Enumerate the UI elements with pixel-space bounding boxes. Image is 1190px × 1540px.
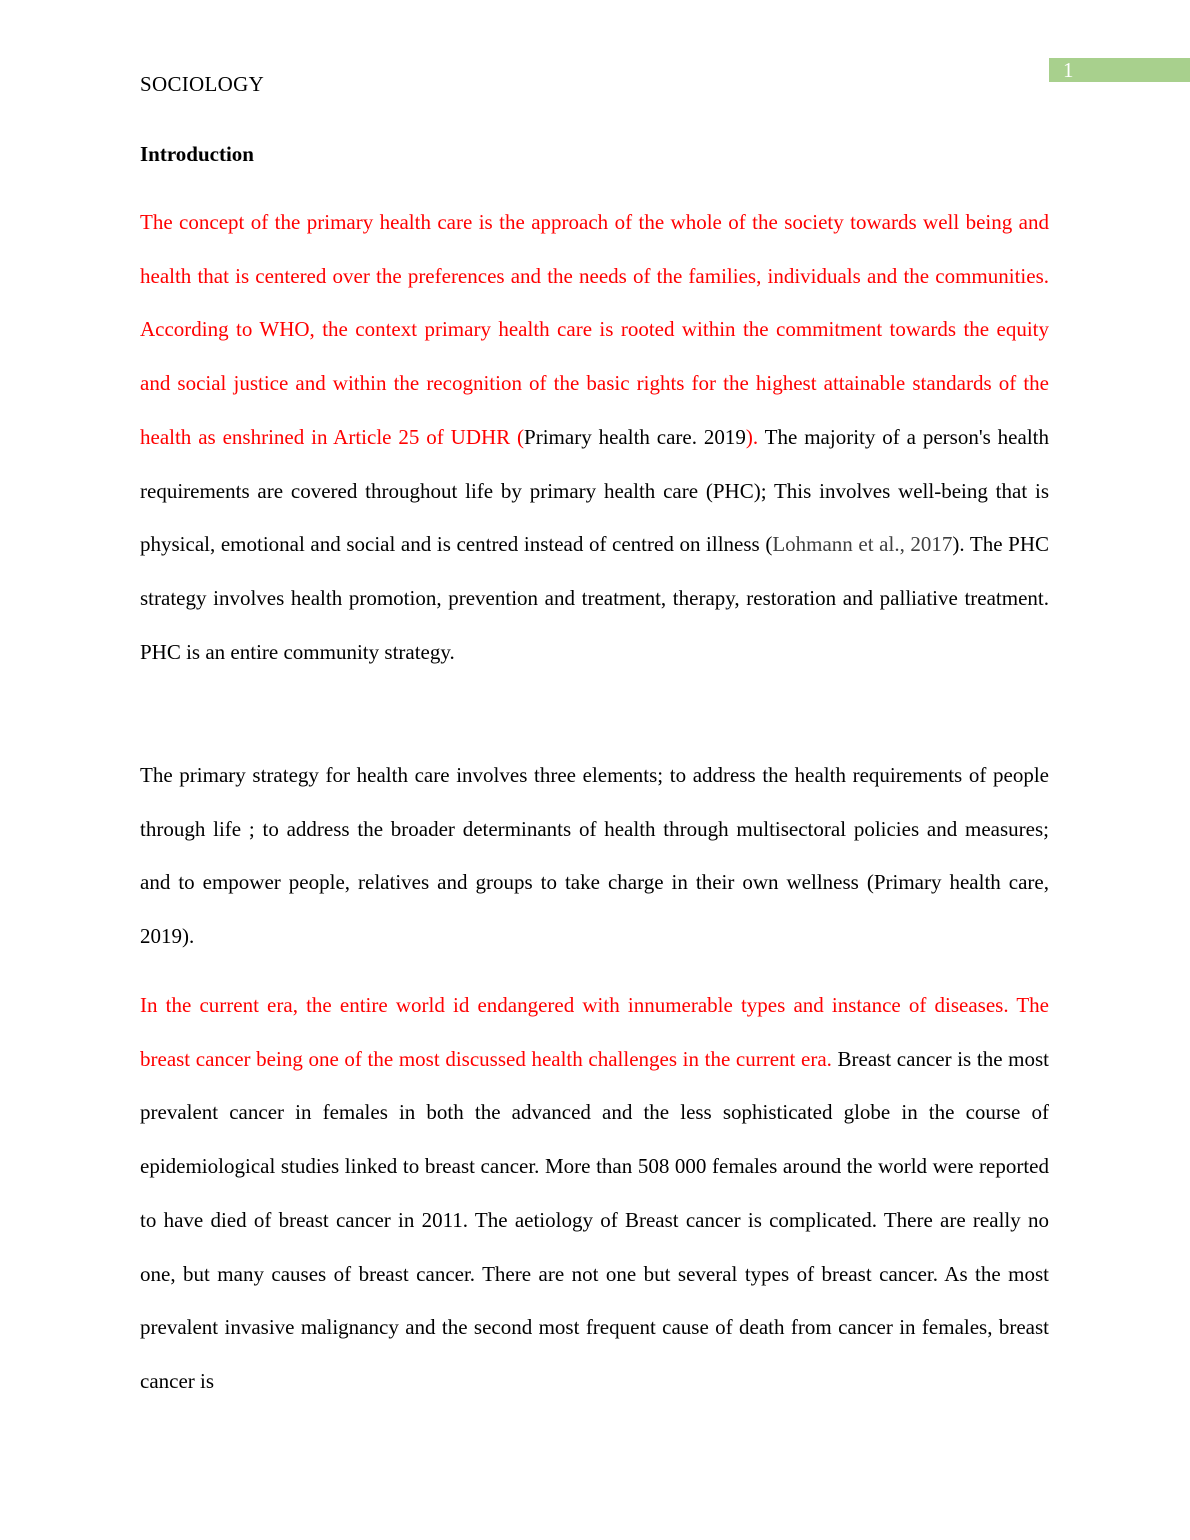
paragraph-intro xyxy=(140,196,1049,679)
paragraph-breast-cancer-red-text: In the current era, the entire world id endangered with innumerable types and instance of diseases. The breast cancer being one of the most discussed health challenges in the current era. xyxy=(140,993,1049,1071)
paragraph-breast-cancer-text: Breast cancer is the most prevalent cancer in females in both the advanced and the less sophisticated globe in the course of epidemiological studies linked to breast cancer. More than 508 000 females around the world were reported to have died of breast cancer in 2011. The aetiology of Breast cancer is complicated. There are really no one, but many causes of breast cancer. There are not one but several types of breast cancer. As the most prevalent invasive malignancy and the second most frequent cause of death from cancer in females, breast cancer is xyxy=(140,1046,1049,1393)
page-number-bar xyxy=(1049,58,1190,82)
running-head: SOCIOLOGY xyxy=(140,72,265,96)
citation-close: ). xyxy=(745,424,759,449)
page-number: 1 xyxy=(1063,58,1074,82)
paragraph-strategy: The primary strategy for health care involves three elements; to address the health requirements of people through life ; to address the broader determinants of health through multisectoral policies and measures; and to empower people, relatives and groups to take charge in their own wellness (Primary health care, 2019). xyxy=(140,763,1049,949)
paragraph-intro-text-a: The majority of a person's health requirements are covered throughout life by primary health care (PHC); This involves well-being that is physical, emotional and social and is centred instead of centred on illness ( xyxy=(140,424,1049,557)
paragraph-intro-red-text: The concept of the primary health care is the approach of the whole of the society towards well being and health that is centered over the preferences and the needs of the families, individuals and the communities. According to WHO, the context primary health care is rooted within the commitment towards the equity and social justice and within the recognition of the basic rights for the highest attainable standards of the health as enshrined in Article 25 of UDHR ( xyxy=(140,210,1049,449)
citation-lohmann: Lohmann et al., 2017 xyxy=(772,532,953,557)
paragraph-breast-cancer xyxy=(140,979,1049,1409)
section-heading: Introduction xyxy=(140,142,254,166)
citation-primary-health-care: Primary health care. 2019 xyxy=(524,424,746,449)
paragraph-intro-text-b: ). The PHC strategy involves health promotion, prevention and treatment, therapy, restoration and palliative treatment. PHC is an entire community strategy. xyxy=(140,532,1049,664)
